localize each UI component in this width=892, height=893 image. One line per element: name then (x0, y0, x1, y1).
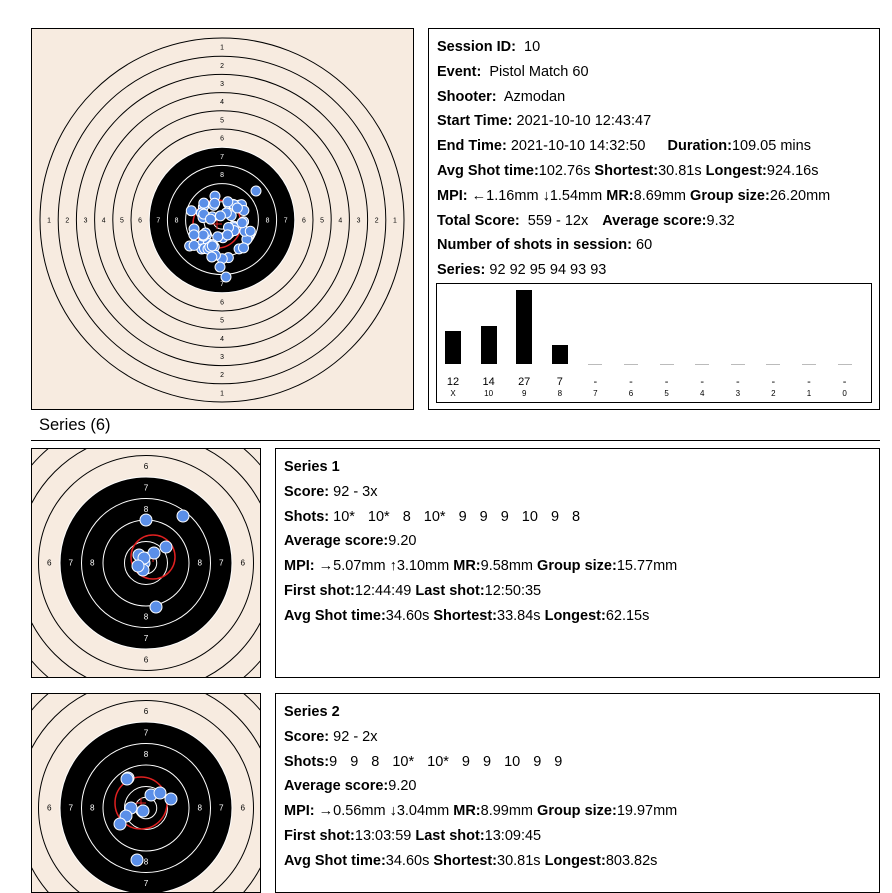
session-target-ring-number-3-1: 3 (220, 354, 224, 361)
series-scores-row: Series: 92 92 95 94 93 93 (437, 258, 879, 283)
session-target-shot-15 (189, 240, 199, 250)
series-2-target-ring-number-8-3: 8 (197, 804, 202, 813)
histogram-count-8: 7 (548, 376, 572, 388)
histogram-label-10: 10 (477, 389, 501, 398)
session-target-shot-45 (237, 218, 247, 228)
session-target-ring-number-4-0: 4 (220, 99, 224, 106)
session-target-ring-number-5-0: 5 (220, 117, 224, 124)
series-2-average-row: Average score:9.20 (284, 774, 879, 799)
series-1-shot-4: 10* (424, 509, 446, 525)
series-1-target-shot-10 (150, 601, 162, 613)
series-2-shot-2: 9 (350, 754, 358, 770)
series-divider (31, 440, 880, 441)
session-target-shot-57 (223, 197, 233, 207)
session-target-ring-number-5-2: 5 (120, 218, 124, 225)
series-1-shot-time-row: Avg Shot time:34.60s Shortest:33.84s Longest:62.15s (284, 604, 879, 629)
histogram-bar-10 (481, 326, 497, 364)
series-2-target-shot-9 (114, 818, 126, 830)
session-target-ring-number-8-2: 8 (175, 218, 179, 225)
series-2-target-shot-10 (131, 854, 143, 866)
series-2-title: Series 2 (284, 700, 879, 725)
series-2-target-shot-5 (154, 787, 166, 799)
histogram-count-3: - (726, 376, 750, 388)
session-target-ring-number-6-3: 6 (302, 218, 306, 225)
histogram-count-0: - (833, 376, 857, 388)
series-1-target-ring-number-7-0: 7 (144, 483, 149, 492)
series-2-shots-row: Shots:9 9 8 10* 10* 9 9 10 9 9 (284, 750, 879, 775)
session-target-ring-number-7-0: 7 (220, 154, 224, 161)
session-target-shot-58 (207, 241, 217, 251)
histogram-label-2: 2 (761, 389, 785, 398)
shot-time-row: Avg Shot time:102.76s Shortest:30.81s Longest:924.16s (437, 159, 879, 184)
session-target-ring-number-5-1: 5 (220, 318, 224, 325)
series-1-target-ring-number-7-1: 7 (144, 634, 149, 643)
total-score-row: Total Score: 559 - 12x Average score:9.32 (437, 209, 879, 234)
series-1-shot-1: 10* (333, 509, 355, 525)
histogram-empty-7 (588, 364, 602, 365)
shooter-row: Shooter: Azmodan (437, 85, 879, 110)
series-1-info-panel (275, 448, 880, 678)
histogram-count-10: 14 (477, 376, 501, 388)
session-target-shot-39 (198, 230, 208, 240)
series-1-time-row: First shot:12:44:49 Last shot:12:50:35 (284, 579, 879, 604)
event-row: Event: Pistol Match 60 (437, 60, 879, 85)
series-2-target-shot-6 (165, 793, 177, 805)
series-2-mpi-row: MPI: →0.56mm ↓3.04mm MR:8.99mm Group size:19.97mm (284, 799, 879, 824)
session-target-ring-number-3-3: 3 (357, 218, 361, 225)
session-target (31, 28, 414, 410)
histogram-count-9: 27 (512, 376, 536, 388)
series-1-target-ring-number-7-2: 7 (68, 559, 73, 568)
series-1-target-ring-number-7-3: 7 (219, 559, 224, 568)
histogram-label-5: 5 (655, 389, 679, 398)
series-2-target-ring-number-6-0: 6 (144, 707, 149, 716)
series-1-shot-7: 9 (501, 509, 509, 525)
session-target-shot-62 (215, 262, 225, 272)
histogram-bar-8 (552, 345, 568, 364)
session-target-shot-60 (223, 230, 233, 240)
series-1-title: Series 1 (284, 455, 879, 480)
session-target-ring-number-7-1: 7 (220, 281, 224, 288)
series-1-target-shot-2 (140, 514, 152, 526)
end-time-row: End Time: 2021-10-10 14:32:50 Duration:109.05 mins (437, 134, 879, 159)
series-1-target-ring-number-8-0: 8 (144, 505, 149, 514)
session-target-shot-37 (239, 243, 249, 253)
session-target-ring-number-1-0: 1 (220, 45, 224, 52)
series-2-score-row: Score: 92 - 2x (284, 725, 879, 750)
series-1-shot-values (333, 509, 593, 525)
histogram-count-4: - (690, 376, 714, 388)
session-target-shot-56 (210, 198, 220, 208)
histogram-label-6: 6 (619, 389, 643, 398)
session-target-shot-52 (232, 203, 242, 213)
series-2-shot-8: 10 (504, 754, 520, 770)
series-1-shot-3: 8 (403, 509, 411, 525)
series-2-shot-9: 9 (533, 754, 541, 770)
series-2-target-ring-number-8-0: 8 (144, 750, 149, 759)
shots-count-row: Number of shots in session: 60 (437, 233, 879, 258)
series-2-target-ring-number-8-2: 8 (90, 804, 95, 813)
series-1-target-ring-number-6-1: 6 (144, 655, 149, 664)
series-2-time-row: First shot:13:03:59 Last shot:13:09:45 (284, 824, 879, 849)
histogram-label-8: 8 (548, 389, 572, 398)
series-2-shot-10: 9 (554, 754, 562, 770)
series-1-shot-10: 8 (572, 509, 580, 525)
series-1-target-ring-number-8-3: 8 (197, 559, 202, 568)
series-1-target-ring-number-6-2: 6 (47, 559, 52, 568)
series-2-shot-7: 9 (483, 754, 491, 770)
histogram-empty-6 (624, 364, 638, 365)
session-target-ring-number-3-0: 3 (220, 81, 224, 88)
histogram-label-0: 0 (833, 389, 857, 398)
histogram-label-x: X (441, 389, 465, 398)
series-1-shot-5: 9 (459, 509, 467, 525)
series-1-target-ring-number-8-2: 8 (90, 559, 95, 568)
session-target-shot-33 (215, 211, 225, 221)
session-target-shot-59 (206, 214, 216, 224)
session-target-ring-number-7-2: 7 (156, 218, 160, 225)
session-target-ring-number-8-0: 8 (220, 172, 224, 179)
series-1-target-ring-number-6-3: 6 (240, 559, 245, 568)
histogram-count-2: - (761, 376, 785, 388)
session-target-ring-number-6-2: 6 (138, 218, 142, 225)
series-2-shot-6: 9 (462, 754, 470, 770)
series-1-score-row: Score: 92 - 3x (284, 480, 879, 505)
session-target-ring-number-4-3: 4 (338, 218, 342, 225)
series-2-shot-time-row: Avg Shot time:34.60s Shortest:30.81s Longest:803.82s (284, 849, 879, 874)
series-2-shot-5: 10* (427, 754, 449, 770)
session-target-ring-number-3-2: 3 (84, 218, 88, 225)
session-target-svg (32, 29, 413, 409)
histogram-empty-0 (838, 364, 852, 365)
histogram-count-1: - (797, 376, 821, 388)
session-target-shot-61 (221, 272, 231, 282)
series-1-mpi-row: MPI: →5.07mm ↑3.10mm MR:9.58mm Group size:15.77mm (284, 554, 879, 579)
histogram-count-7: - (583, 376, 607, 388)
series-1-target-shot-5 (160, 541, 172, 553)
session-target-shot-54 (245, 226, 255, 236)
session-target-ring-number-2-2: 2 (65, 218, 69, 225)
series-2-info-panel (275, 693, 880, 893)
session-target-ring-number-4-1: 4 (220, 336, 224, 343)
session-target-ring-number-6-1: 6 (220, 299, 224, 306)
series-2-target-ring-number-8-1: 8 (144, 857, 149, 866)
series-1-target-ring-number-8-1: 8 (144, 612, 149, 621)
series-2-target-ring-number-6-3: 6 (240, 804, 245, 813)
series-2-shot-4: 10* (392, 754, 414, 770)
session-target-ring-number-4-2: 4 (102, 218, 106, 225)
histogram-count-5: - (655, 376, 679, 388)
histogram-label-3: 3 (726, 389, 750, 398)
series-1-shot-9: 9 (551, 509, 559, 525)
histogram-empty-3 (731, 364, 745, 365)
series-1-shot-6: 9 (480, 509, 488, 525)
series-2-target-ring-number-6-2: 6 (47, 804, 52, 813)
session-target-ring-number-6-0: 6 (220, 136, 224, 143)
histogram-bar-9 (516, 290, 532, 364)
session-target-ring-number-1-3: 1 (393, 218, 397, 225)
series-2-target-ring-number-7-3: 7 (219, 804, 224, 813)
session-id-row: Session ID: 10 (437, 35, 879, 60)
series-1-target-svg (32, 449, 260, 677)
series-1-shot-8: 10 (522, 509, 538, 525)
histogram-label-4: 4 (690, 389, 714, 398)
session-target-ring-number-1-1: 1 (220, 390, 224, 397)
histogram-empty-5 (660, 364, 674, 365)
session-target-shot-51 (189, 230, 199, 240)
series-2-shot-values (329, 754, 575, 770)
series-1-target-ring-number-6-0: 6 (144, 462, 149, 471)
histogram-count-6: - (619, 376, 643, 388)
series-header: Series (6) (39, 416, 111, 435)
session-target-ring-number-1-2: 1 (47, 218, 51, 225)
session-target-ring-number-7-3: 7 (284, 218, 288, 225)
mpi-row: MPI: ←1.16mm ↓1.54mm MR:8.69mm Group size:26.20mm (437, 184, 879, 209)
series-1-shots-row: Shots: 10* 10* 8 10* 9 9 9 10 9 8 (284, 505, 879, 530)
histogram-empty-4 (695, 364, 709, 365)
histogram-empty-1 (802, 364, 816, 365)
histogram-label-7: 7 (583, 389, 607, 398)
session-target-shot-63 (251, 186, 261, 196)
series-1-average-row: Average score:9.20 (284, 529, 879, 554)
series-1-target-shot-1 (177, 510, 189, 522)
session-target-ring-number-2-3: 2 (375, 218, 379, 225)
session-target-ring-number-2-0: 2 (220, 63, 224, 70)
series-2-target-shot-3 (137, 805, 149, 817)
series-1-target (31, 448, 261, 678)
session-target-ring-number-5-3: 5 (320, 218, 324, 225)
histogram-bar-x (445, 331, 461, 364)
series-2-target-svg (32, 694, 260, 893)
series-2-shot-3: 8 (371, 754, 379, 770)
series-2-target-shot-2 (121, 773, 133, 785)
series-1-target-shot-9 (132, 560, 144, 572)
session-target-ring-number-2-1: 2 (220, 372, 224, 379)
histogram-count-x: 12 (441, 376, 465, 388)
session-target-shot-53 (186, 206, 196, 216)
histogram-empty-2 (766, 364, 780, 365)
series-2-target (31, 693, 261, 893)
series-2-target-ring-number-7-1: 7 (144, 879, 149, 888)
score-histogram (436, 283, 872, 403)
histogram-label-9: 9 (512, 389, 536, 398)
histogram-label-1: 1 (797, 389, 821, 398)
series-2-shot-1: 9 (329, 754, 337, 770)
series-2-target-ring-number-7-2: 7 (68, 804, 73, 813)
start-time-row: Start Time: 2021-10-10 12:43:47 (437, 109, 879, 134)
session-target-ring-number-8-3: 8 (266, 218, 270, 225)
series-1-shot-2: 10* (368, 509, 390, 525)
session-target-shot-41 (207, 252, 217, 262)
series-2-target-ring-number-7-0: 7 (144, 728, 149, 737)
session-target-shot-29 (199, 198, 209, 208)
